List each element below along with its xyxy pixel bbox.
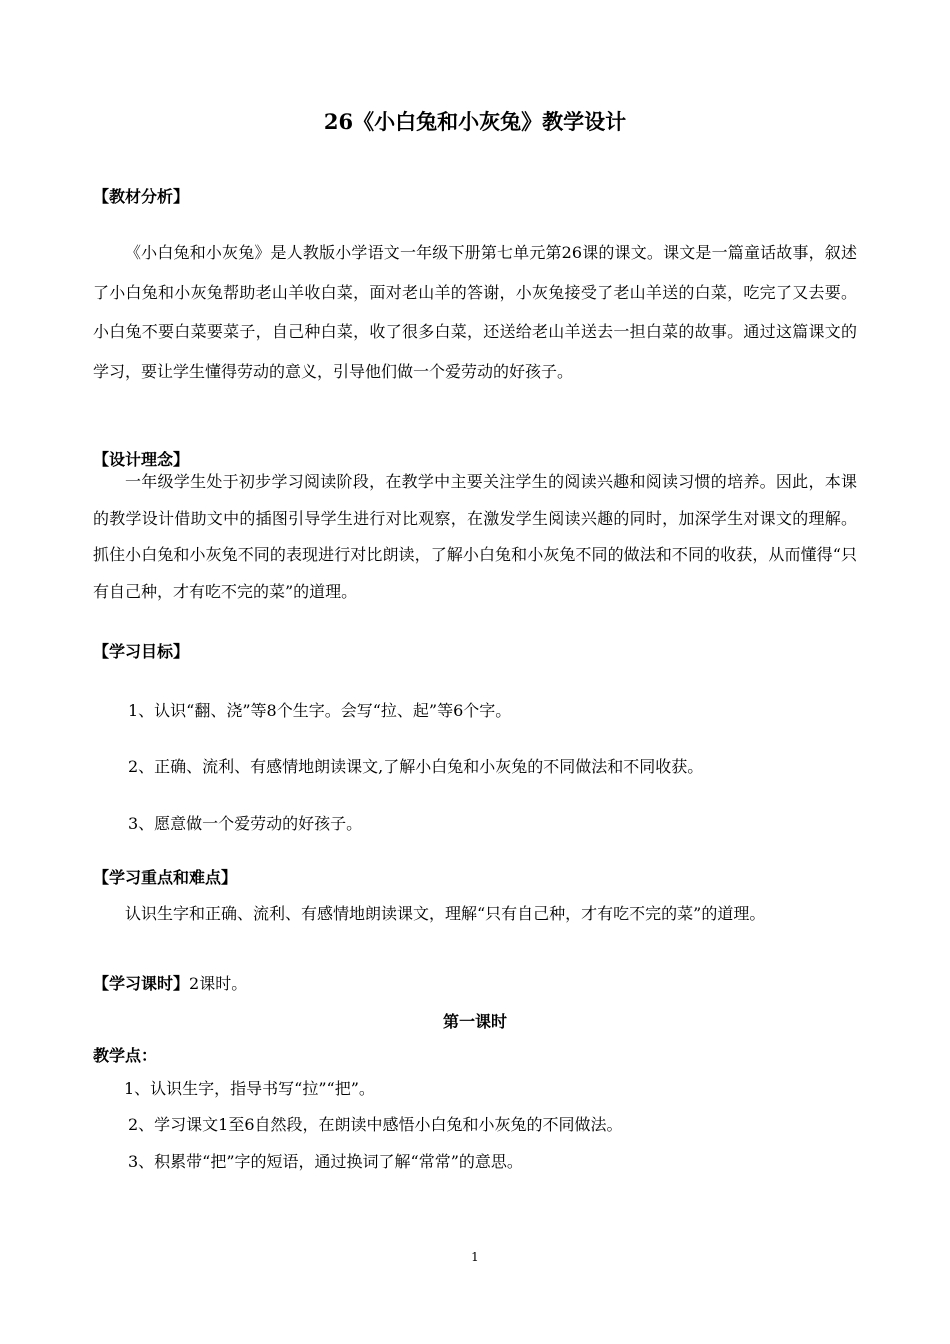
teaching-points-label: 教学点： bbox=[93, 1046, 158, 1065]
goals-heading: 【学习目标】 bbox=[93, 642, 190, 661]
hours-heading: 【学习课时】 bbox=[93, 974, 190, 993]
key-points-heading: 【学习重点和难点】 bbox=[93, 868, 238, 887]
goal-item: 1、认识“翻、浇”等8个生字。会写“拉、起”等6个字。 bbox=[128, 701, 512, 720]
hours-line bbox=[93, 972, 247, 996]
analysis-heading: 【教材分析】 bbox=[93, 187, 190, 206]
key-points-body: 认识生字和正确、流利、有感情地朗读课文，理解“只有自己种，才有吃不完的菜”的道理。 bbox=[125, 904, 766, 923]
first-lesson-heading: 第一课时 bbox=[442, 1012, 507, 1031]
teaching-point-item: 2、学习课文1至6自然段，在朗读中感悟小白兔和小灰兔的不同做法。 bbox=[128, 1115, 623, 1134]
teaching-point-item: 1、认识生字，指导书写“拉”“把”。 bbox=[124, 1079, 375, 1098]
goal-item: 2、正确、流利、有感情地朗读课文,了解小白兔和小灰兔的不同做法和不同收获。 bbox=[128, 757, 704, 776]
analysis-body: 《小白兔和小灰兔》是人教版小学语文一年级下册第七单元第26课的课文。课文是一篇童话故事，叙述了小白兔和小灰兔帮助老山羊收白菜，面对老山羊的答谢，小灰兔接受了老山羊送的白菜，吃完了又去要。小白兔不要白菜要菜子，自己种白菜，收了很多白菜，还送给老山羊送去一担白菜的故事。通过这篇课文的学习，要让学生懂得劳动的意义，引导他们做一个爱劳动的好孩子。 bbox=[93, 243, 857, 381]
concept-heading: 【设计理念】 bbox=[93, 450, 190, 469]
goal-item: 3、愿意做一个爱劳动的好孩子。 bbox=[128, 814, 363, 833]
document-title: 26《小白兔和小灰兔》教学设计 bbox=[323, 109, 627, 134]
teaching-point-item: 3、积累带“把”字的短语，通过换词了解“常常”的意思。 bbox=[128, 1152, 523, 1171]
concept-body: 一年级学生处于初步学习阅读阶段，在教学中主要关注学生的阅读兴趣和阅读习惯的培养。因此，本课的教学设计借助文中的插图引导学生进行对比观察，在激发学生阅读兴趣的同时，加深学生对课文的理解。抓住小白兔和小灰兔不同的表现进行对比朗读，了解小白兔和小灰兔不同的做法和不同的收获，从而懂得“只有自己种，才有吃不完的菜”的道理。 bbox=[93, 472, 857, 601]
page-number: 1 bbox=[471, 1250, 479, 1264]
hours-value: 2课时。 bbox=[189, 974, 248, 993]
